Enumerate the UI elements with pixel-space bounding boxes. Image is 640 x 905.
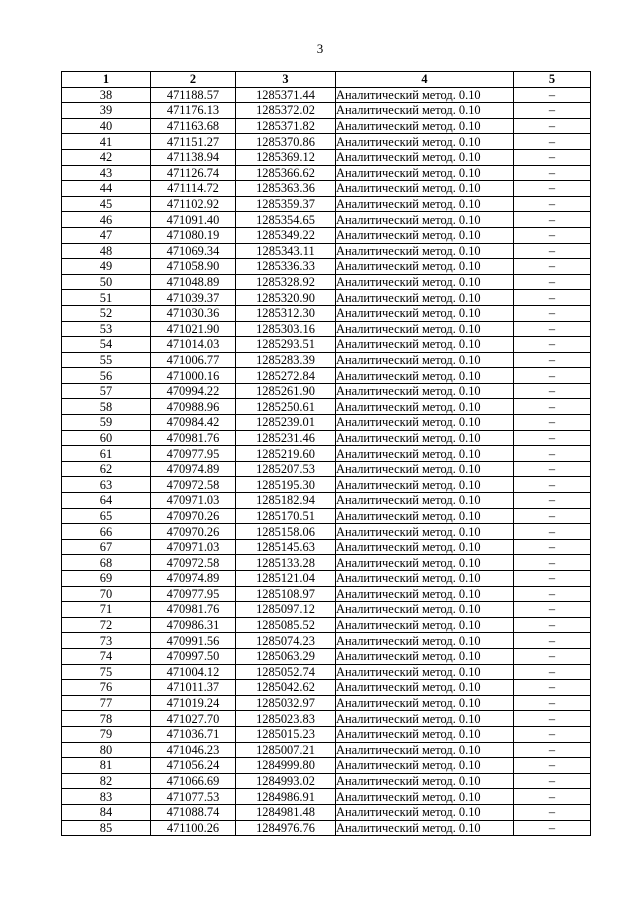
point-number-cell: 75 bbox=[62, 664, 151, 680]
y-coordinate-cell: 1285108.97 bbox=[236, 586, 336, 602]
point-number-cell: 78 bbox=[62, 711, 151, 727]
y-coordinate-cell: 1285272.84 bbox=[236, 368, 336, 384]
table-row bbox=[62, 804, 591, 820]
point-number-cell: 41 bbox=[62, 134, 151, 150]
table-row bbox=[62, 134, 591, 150]
note-cell: – bbox=[514, 181, 591, 197]
note-cell: – bbox=[514, 571, 591, 587]
method-cell: Аналитический метод. 0.10 bbox=[336, 742, 514, 758]
method-cell: Аналитический метод. 0.10 bbox=[336, 259, 514, 275]
y-coordinate-cell: 1285354.65 bbox=[236, 212, 336, 228]
table-row bbox=[62, 227, 591, 243]
note-cell: – bbox=[514, 617, 591, 633]
x-coordinate-cell: 471176.13 bbox=[151, 103, 236, 119]
table-row bbox=[62, 415, 591, 431]
point-number-cell: 46 bbox=[62, 212, 151, 228]
point-number-cell: 84 bbox=[62, 804, 151, 820]
y-coordinate-cell: 1285328.92 bbox=[236, 274, 336, 290]
note-cell: – bbox=[514, 243, 591, 259]
method-cell: Аналитический метод. 0.10 bbox=[336, 368, 514, 384]
table-row bbox=[62, 664, 591, 680]
point-number-cell: 72 bbox=[62, 617, 151, 633]
x-coordinate-cell: 471138.94 bbox=[151, 149, 236, 165]
note-cell: – bbox=[514, 524, 591, 540]
note-cell: – bbox=[514, 820, 591, 836]
method-cell: Аналитический метод. 0.10 bbox=[336, 524, 514, 540]
x-coordinate-cell: 470977.95 bbox=[151, 446, 236, 462]
method-cell: Аналитический метод. 0.10 bbox=[336, 773, 514, 789]
note-cell: – bbox=[514, 383, 591, 399]
table-row bbox=[62, 165, 591, 181]
x-coordinate-cell: 471046.23 bbox=[151, 742, 236, 758]
x-coordinate-cell: 471039.37 bbox=[151, 290, 236, 306]
x-coordinate-cell: 470997.50 bbox=[151, 648, 236, 664]
method-cell: Аналитический метод. 0.10 bbox=[336, 274, 514, 290]
x-coordinate-cell: 471056.24 bbox=[151, 758, 236, 774]
point-number-cell: 47 bbox=[62, 227, 151, 243]
y-coordinate-cell: 1285219.60 bbox=[236, 446, 336, 462]
method-cell: Аналитический метод. 0.10 bbox=[336, 196, 514, 212]
point-number-cell: 81 bbox=[62, 758, 151, 774]
y-coordinate-cell: 1285032.97 bbox=[236, 695, 336, 711]
point-number-cell: 42 bbox=[62, 149, 151, 165]
x-coordinate-cell: 470970.26 bbox=[151, 508, 236, 524]
y-coordinate-cell: 1284976.76 bbox=[236, 820, 336, 836]
point-number-cell: 83 bbox=[62, 789, 151, 805]
x-coordinate-cell: 471058.90 bbox=[151, 259, 236, 275]
x-coordinate-cell: 470981.76 bbox=[151, 602, 236, 618]
page-number: 3 bbox=[316, 41, 324, 56]
x-coordinate-cell: 470981.76 bbox=[151, 430, 236, 446]
y-coordinate-cell: 1285015.23 bbox=[236, 726, 336, 742]
x-coordinate-cell: 470972.58 bbox=[151, 555, 236, 571]
coordinates-table bbox=[61, 71, 591, 836]
note-cell: – bbox=[514, 103, 591, 119]
point-number-cell: 69 bbox=[62, 571, 151, 587]
point-number-cell: 64 bbox=[62, 493, 151, 509]
table-row bbox=[62, 758, 591, 774]
point-number-cell: 73 bbox=[62, 633, 151, 649]
table-row bbox=[62, 493, 591, 509]
x-coordinate-cell: 471021.90 bbox=[151, 321, 236, 337]
note-cell: – bbox=[514, 149, 591, 165]
x-coordinate-cell: 470974.89 bbox=[151, 461, 236, 477]
method-cell: Аналитический метод. 0.10 bbox=[336, 664, 514, 680]
method-cell: Аналитический метод. 0.10 bbox=[336, 227, 514, 243]
x-coordinate-cell: 470971.03 bbox=[151, 539, 236, 555]
x-coordinate-cell: 471066.69 bbox=[151, 773, 236, 789]
x-coordinate-cell: 471014.03 bbox=[151, 337, 236, 353]
note-cell: – bbox=[514, 742, 591, 758]
table-row bbox=[62, 726, 591, 742]
column-header-3: 3 bbox=[236, 72, 336, 88]
x-coordinate-cell: 470977.95 bbox=[151, 586, 236, 602]
table-row bbox=[62, 477, 591, 493]
point-number-cell: 85 bbox=[62, 820, 151, 836]
column-header-5: 5 bbox=[514, 72, 591, 88]
table-row bbox=[62, 149, 591, 165]
point-number-cell: 59 bbox=[62, 415, 151, 431]
note-cell: – bbox=[514, 212, 591, 228]
point-number-cell: 70 bbox=[62, 586, 151, 602]
method-cell: Аналитический метод. 0.10 bbox=[336, 758, 514, 774]
point-number-cell: 74 bbox=[62, 648, 151, 664]
y-coordinate-cell: 1284981.48 bbox=[236, 804, 336, 820]
point-number-cell: 71 bbox=[62, 602, 151, 618]
table-row bbox=[62, 820, 591, 836]
point-number-cell: 66 bbox=[62, 524, 151, 540]
method-cell: Аналитический метод. 0.10 bbox=[336, 415, 514, 431]
table-row bbox=[62, 243, 591, 259]
table-body bbox=[62, 87, 591, 836]
x-coordinate-cell: 471126.74 bbox=[151, 165, 236, 181]
y-coordinate-cell: 1285133.28 bbox=[236, 555, 336, 571]
note-cell: – bbox=[514, 446, 591, 462]
note-cell: – bbox=[514, 648, 591, 664]
note-cell: – bbox=[514, 493, 591, 509]
table-row bbox=[62, 555, 591, 571]
method-cell: Аналитический метод. 0.10 bbox=[336, 103, 514, 119]
method-cell: Аналитический метод. 0.10 bbox=[336, 539, 514, 555]
point-number-cell: 54 bbox=[62, 337, 151, 353]
note-cell: – bbox=[514, 633, 591, 649]
method-cell: Аналитический метод. 0.10 bbox=[336, 165, 514, 181]
table-row bbox=[62, 602, 591, 618]
table-row bbox=[62, 337, 591, 353]
x-coordinate-cell: 470972.58 bbox=[151, 477, 236, 493]
note-cell: – bbox=[514, 711, 591, 727]
method-cell: Аналитический метод. 0.10 bbox=[336, 789, 514, 805]
table-row bbox=[62, 711, 591, 727]
y-coordinate-cell: 1284999.80 bbox=[236, 758, 336, 774]
x-coordinate-cell: 471030.36 bbox=[151, 305, 236, 321]
x-coordinate-cell: 471102.92 bbox=[151, 196, 236, 212]
point-number-cell: 77 bbox=[62, 695, 151, 711]
method-cell: Аналитический метод. 0.10 bbox=[336, 290, 514, 306]
method-cell: Аналитический метод. 0.10 bbox=[336, 695, 514, 711]
point-number-cell: 82 bbox=[62, 773, 151, 789]
y-coordinate-cell: 1285121.04 bbox=[236, 571, 336, 587]
y-coordinate-cell: 1285303.16 bbox=[236, 321, 336, 337]
x-coordinate-cell: 471011.37 bbox=[151, 680, 236, 696]
x-coordinate-cell: 470991.56 bbox=[151, 633, 236, 649]
y-coordinate-cell: 1285052.74 bbox=[236, 664, 336, 680]
table-row bbox=[62, 118, 591, 134]
x-coordinate-cell: 471080.19 bbox=[151, 227, 236, 243]
x-coordinate-cell: 471088.74 bbox=[151, 804, 236, 820]
table-row bbox=[62, 274, 591, 290]
y-coordinate-cell: 1285145.63 bbox=[236, 539, 336, 555]
table-row bbox=[62, 352, 591, 368]
method-cell: Аналитический метод. 0.10 bbox=[336, 571, 514, 587]
x-coordinate-cell: 471019.24 bbox=[151, 695, 236, 711]
table-row bbox=[62, 368, 591, 384]
x-coordinate-cell: 471163.68 bbox=[151, 118, 236, 134]
point-number-cell: 79 bbox=[62, 726, 151, 742]
y-coordinate-cell: 1285182.94 bbox=[236, 493, 336, 509]
x-coordinate-cell: 471036.71 bbox=[151, 726, 236, 742]
x-coordinate-cell: 471000.16 bbox=[151, 368, 236, 384]
column-header-1: 1 bbox=[62, 72, 151, 88]
y-coordinate-cell: 1285359.37 bbox=[236, 196, 336, 212]
header-row bbox=[62, 72, 591, 88]
table-row bbox=[62, 648, 591, 664]
note-cell: – bbox=[514, 321, 591, 337]
method-cell: Аналитический метод. 0.10 bbox=[336, 399, 514, 415]
method-cell: Аналитический метод. 0.10 bbox=[336, 633, 514, 649]
method-cell: Аналитический метод. 0.10 bbox=[336, 383, 514, 399]
note-cell: – bbox=[514, 399, 591, 415]
note-cell: – bbox=[514, 274, 591, 290]
method-cell: Аналитический метод. 0.10 bbox=[336, 212, 514, 228]
table-row bbox=[62, 196, 591, 212]
note-cell: – bbox=[514, 118, 591, 134]
table-row bbox=[62, 305, 591, 321]
point-number-cell: 63 bbox=[62, 477, 151, 493]
y-coordinate-cell: 1285207.53 bbox=[236, 461, 336, 477]
x-coordinate-cell: 470988.96 bbox=[151, 399, 236, 415]
table-row bbox=[62, 695, 591, 711]
y-coordinate-cell: 1285343.11 bbox=[236, 243, 336, 259]
method-cell: Аналитический метод. 0.10 bbox=[336, 118, 514, 134]
method-cell: Аналитический метод. 0.10 bbox=[336, 181, 514, 197]
y-coordinate-cell: 1285170.51 bbox=[236, 508, 336, 524]
table-row bbox=[62, 617, 591, 633]
note-cell: – bbox=[514, 695, 591, 711]
table-row bbox=[62, 181, 591, 197]
y-coordinate-cell: 1285371.82 bbox=[236, 118, 336, 134]
point-number-cell: 52 bbox=[62, 305, 151, 321]
y-coordinate-cell: 1285349.22 bbox=[236, 227, 336, 243]
x-coordinate-cell: 471077.53 bbox=[151, 789, 236, 805]
table-row bbox=[62, 508, 591, 524]
method-cell: Аналитический метод. 0.10 bbox=[336, 134, 514, 150]
method-cell: Аналитический метод. 0.10 bbox=[336, 617, 514, 633]
note-cell: – bbox=[514, 227, 591, 243]
note-cell: – bbox=[514, 680, 591, 696]
note-cell: – bbox=[514, 337, 591, 353]
table-row bbox=[62, 259, 591, 275]
x-coordinate-cell: 470984.42 bbox=[151, 415, 236, 431]
method-cell: Аналитический метод. 0.10 bbox=[336, 461, 514, 477]
point-number-cell: 48 bbox=[62, 243, 151, 259]
table-row bbox=[62, 680, 591, 696]
x-coordinate-cell: 470971.03 bbox=[151, 493, 236, 509]
method-cell: Аналитический метод. 0.10 bbox=[336, 243, 514, 259]
y-coordinate-cell: 1285293.51 bbox=[236, 337, 336, 353]
y-coordinate-cell: 1285363.36 bbox=[236, 181, 336, 197]
table-row bbox=[62, 773, 591, 789]
method-cell: Аналитический метод. 0.10 bbox=[336, 446, 514, 462]
point-number-cell: 57 bbox=[62, 383, 151, 399]
y-coordinate-cell: 1285231.46 bbox=[236, 430, 336, 446]
point-number-cell: 50 bbox=[62, 274, 151, 290]
table-row bbox=[62, 571, 591, 587]
method-cell: Аналитический метод. 0.10 bbox=[336, 477, 514, 493]
note-cell: – bbox=[514, 758, 591, 774]
method-cell: Аналитический метод. 0.10 bbox=[336, 493, 514, 509]
method-cell: Аналитический метод. 0.10 bbox=[336, 602, 514, 618]
table-row bbox=[62, 789, 591, 805]
table-row bbox=[62, 321, 591, 337]
method-cell: Аналитический метод. 0.10 bbox=[336, 555, 514, 571]
table-row bbox=[62, 399, 591, 415]
note-cell: – bbox=[514, 352, 591, 368]
table-row bbox=[62, 633, 591, 649]
note-cell: – bbox=[514, 586, 591, 602]
point-number-cell: 58 bbox=[62, 399, 151, 415]
note-cell: – bbox=[514, 134, 591, 150]
point-number-cell: 49 bbox=[62, 259, 151, 275]
note-cell: – bbox=[514, 555, 591, 571]
x-coordinate-cell: 470986.31 bbox=[151, 617, 236, 633]
point-number-cell: 40 bbox=[62, 118, 151, 134]
method-cell: Аналитический метод. 0.10 bbox=[336, 648, 514, 664]
method-cell: Аналитический метод. 0.10 bbox=[336, 711, 514, 727]
method-cell: Аналитический метод. 0.10 bbox=[336, 87, 514, 103]
column-header-4: 4 bbox=[336, 72, 514, 88]
note-cell: – bbox=[514, 165, 591, 181]
y-coordinate-cell: 1285239.01 bbox=[236, 415, 336, 431]
y-coordinate-cell: 1285261.90 bbox=[236, 383, 336, 399]
table-row bbox=[62, 212, 591, 228]
point-number-cell: 44 bbox=[62, 181, 151, 197]
y-coordinate-cell: 1285320.90 bbox=[236, 290, 336, 306]
y-coordinate-cell: 1285283.39 bbox=[236, 352, 336, 368]
point-number-cell: 55 bbox=[62, 352, 151, 368]
table-row bbox=[62, 103, 591, 119]
note-cell: – bbox=[514, 804, 591, 820]
x-coordinate-cell: 471114.72 bbox=[151, 181, 236, 197]
column-header-2: 2 bbox=[151, 72, 236, 88]
note-cell: – bbox=[514, 196, 591, 212]
table-row bbox=[62, 742, 591, 758]
table-row bbox=[62, 290, 591, 306]
table-header bbox=[62, 72, 591, 88]
y-coordinate-cell: 1285336.33 bbox=[236, 259, 336, 275]
point-number-cell: 67 bbox=[62, 539, 151, 555]
note-cell: – bbox=[514, 461, 591, 477]
y-coordinate-cell: 1285312.30 bbox=[236, 305, 336, 321]
note-cell: – bbox=[514, 290, 591, 306]
table-row bbox=[62, 430, 591, 446]
note-cell: – bbox=[514, 539, 591, 555]
note-cell: – bbox=[514, 368, 591, 384]
note-cell: – bbox=[514, 726, 591, 742]
note-cell: – bbox=[514, 773, 591, 789]
x-coordinate-cell: 471048.89 bbox=[151, 274, 236, 290]
x-coordinate-cell: 471100.26 bbox=[151, 820, 236, 836]
point-number-cell: 53 bbox=[62, 321, 151, 337]
note-cell: – bbox=[514, 477, 591, 493]
table-row bbox=[62, 383, 591, 399]
x-coordinate-cell: 471027.70 bbox=[151, 711, 236, 727]
note-cell: – bbox=[514, 602, 591, 618]
x-coordinate-cell: 471091.40 bbox=[151, 212, 236, 228]
point-number-cell: 61 bbox=[62, 446, 151, 462]
y-coordinate-cell: 1285063.29 bbox=[236, 648, 336, 664]
x-coordinate-cell: 471188.57 bbox=[151, 87, 236, 103]
point-number-cell: 62 bbox=[62, 461, 151, 477]
y-coordinate-cell: 1285023.83 bbox=[236, 711, 336, 727]
x-coordinate-cell: 470994.22 bbox=[151, 383, 236, 399]
note-cell: – bbox=[514, 430, 591, 446]
y-coordinate-cell: 1285007.21 bbox=[236, 742, 336, 758]
note-cell: – bbox=[514, 87, 591, 103]
y-coordinate-cell: 1285369.12 bbox=[236, 149, 336, 165]
y-coordinate-cell: 1285158.06 bbox=[236, 524, 336, 540]
point-number-cell: 76 bbox=[62, 680, 151, 696]
method-cell: Аналитический метод. 0.10 bbox=[336, 508, 514, 524]
note-cell: – bbox=[514, 305, 591, 321]
method-cell: Аналитический метод. 0.10 bbox=[336, 804, 514, 820]
method-cell: Аналитический метод. 0.10 bbox=[336, 149, 514, 165]
method-cell: Аналитический метод. 0.10 bbox=[336, 726, 514, 742]
point-number-cell: 56 bbox=[62, 368, 151, 384]
y-coordinate-cell: 1285097.12 bbox=[236, 602, 336, 618]
method-cell: Аналитический метод. 0.10 bbox=[336, 305, 514, 321]
y-coordinate-cell: 1285366.62 bbox=[236, 165, 336, 181]
x-coordinate-cell: 471004.12 bbox=[151, 664, 236, 680]
note-cell: – bbox=[514, 259, 591, 275]
method-cell: Аналитический метод. 0.10 bbox=[336, 430, 514, 446]
method-cell: Аналитический метод. 0.10 bbox=[336, 680, 514, 696]
x-coordinate-cell: 471069.34 bbox=[151, 243, 236, 259]
point-number-cell: 38 bbox=[62, 87, 151, 103]
y-coordinate-cell: 1285370.86 bbox=[236, 134, 336, 150]
point-number-cell: 65 bbox=[62, 508, 151, 524]
table-row bbox=[62, 87, 591, 103]
y-coordinate-cell: 1284993.02 bbox=[236, 773, 336, 789]
table-row bbox=[62, 586, 591, 602]
note-cell: – bbox=[514, 508, 591, 524]
table-row bbox=[62, 446, 591, 462]
point-number-cell: 45 bbox=[62, 196, 151, 212]
x-coordinate-cell: 470974.89 bbox=[151, 571, 236, 587]
note-cell: – bbox=[514, 664, 591, 680]
x-coordinate-cell: 470970.26 bbox=[151, 524, 236, 540]
method-cell: Аналитический метод. 0.10 bbox=[336, 337, 514, 353]
method-cell: Аналитический метод. 0.10 bbox=[336, 352, 514, 368]
table-row bbox=[62, 524, 591, 540]
note-cell: – bbox=[514, 789, 591, 805]
point-number-cell: 80 bbox=[62, 742, 151, 758]
method-cell: Аналитический метод. 0.10 bbox=[336, 820, 514, 836]
point-number-cell: 60 bbox=[62, 430, 151, 446]
y-coordinate-cell: 1285074.23 bbox=[236, 633, 336, 649]
point-number-cell: 68 bbox=[62, 555, 151, 571]
method-cell: Аналитический метод. 0.10 bbox=[336, 321, 514, 337]
table-row bbox=[62, 461, 591, 477]
y-coordinate-cell: 1285250.61 bbox=[236, 399, 336, 415]
point-number-cell: 51 bbox=[62, 290, 151, 306]
x-coordinate-cell: 471006.77 bbox=[151, 352, 236, 368]
point-number-cell: 39 bbox=[62, 103, 151, 119]
method-cell: Аналитический метод. 0.10 bbox=[336, 586, 514, 602]
y-coordinate-cell: 1284986.91 bbox=[236, 789, 336, 805]
y-coordinate-cell: 1285085.52 bbox=[236, 617, 336, 633]
x-coordinate-cell: 471151.27 bbox=[151, 134, 236, 150]
table-row bbox=[62, 539, 591, 555]
point-number-cell: 43 bbox=[62, 165, 151, 181]
y-coordinate-cell: 1285371.44 bbox=[236, 87, 336, 103]
note-cell: – bbox=[514, 415, 591, 431]
y-coordinate-cell: 1285372.02 bbox=[236, 103, 336, 119]
y-coordinate-cell: 1285042.62 bbox=[236, 680, 336, 696]
y-coordinate-cell: 1285195.30 bbox=[236, 477, 336, 493]
